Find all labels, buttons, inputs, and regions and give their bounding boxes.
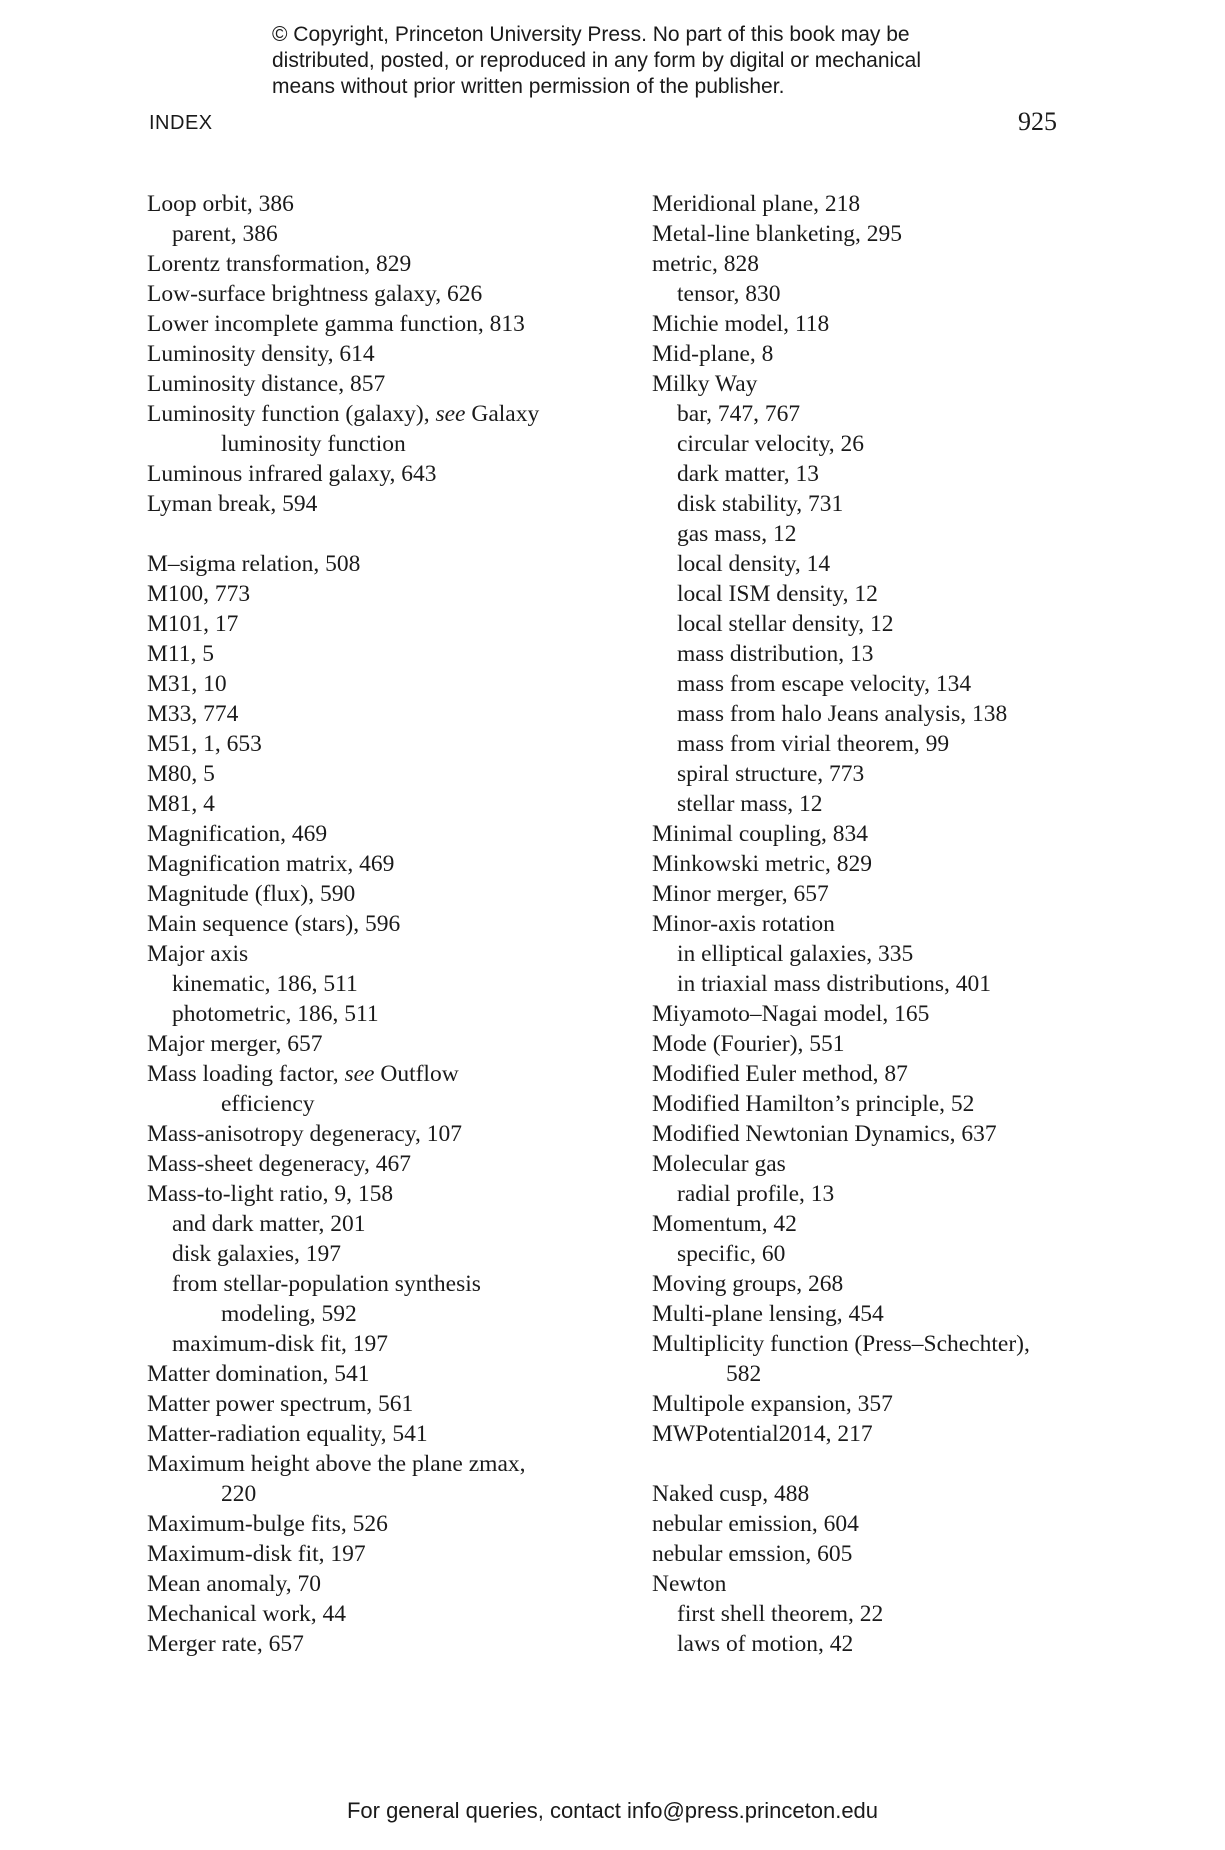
index-subentry (147, 1209, 597, 1239)
index-entry (652, 1269, 1102, 1299)
index-subentry (652, 1239, 1102, 1269)
index-entry (652, 819, 1102, 849)
entry-text: Lyman break, 594 (147, 491, 318, 517)
index-entry (147, 699, 597, 729)
entry-text: Mechanical work, 44 (147, 1601, 347, 1627)
index-entry (147, 1629, 597, 1659)
index-subentry (147, 1329, 597, 1359)
index-column-right (652, 189, 1102, 1659)
entry-text: in triaxial mass distributions, 401 (677, 971, 991, 997)
entry-text: in elliptical galaxies, 335 (677, 941, 914, 967)
index-entry (147, 1029, 597, 1059)
entry-text: nebular emission, 604 (652, 1511, 859, 1537)
section-gap (147, 519, 597, 549)
entry-text: Major axis (147, 941, 249, 967)
entry-text: Lower incomplete gamma function, 813 (147, 311, 525, 337)
index-entry (147, 1419, 597, 1449)
entry-text: Mass loading factor, (147, 1061, 345, 1087)
entry-text: M–sigma relation, 508 (147, 551, 361, 577)
index-entry (147, 939, 597, 969)
entry-text: circular velocity, 26 (677, 431, 865, 457)
entry-text: Minkowski metric, 829 (652, 851, 872, 877)
entry-text: Moving groups, 268 (652, 1271, 844, 1297)
entry-text: Modified Newtonian Dynamics, 637 (652, 1121, 997, 1147)
entry-text: Matter power spectrum, 561 (147, 1391, 414, 1417)
entry-text: efficiency (221, 1091, 315, 1117)
index-entry (652, 249, 1102, 279)
index-entry (147, 489, 597, 519)
index-entry (652, 1119, 1102, 1149)
entry-text: local density, 14 (677, 551, 831, 577)
entry-text: and dark matter, 201 (172, 1211, 366, 1237)
index-subentry (652, 939, 1102, 969)
index-entry (652, 1299, 1102, 1329)
index-subentry (652, 639, 1102, 669)
entry-text: luminosity function (221, 431, 406, 457)
entry-text: MWPotential2014, 217 (652, 1421, 873, 1447)
index-entry (652, 1509, 1102, 1539)
entry-text: mass from escape velocity, 134 (677, 671, 972, 697)
entry-text: Magnification, 469 (147, 821, 328, 847)
entry-text: M100, 773 (147, 581, 251, 607)
index-entry (147, 399, 597, 429)
index-entry (147, 249, 597, 279)
entry-text: M11, 5 (147, 641, 215, 667)
entry-text: from stellar-population synthesis (172, 1271, 481, 1297)
index-entry (147, 729, 597, 759)
index-subentry (652, 519, 1102, 549)
index-subentry (652, 549, 1102, 579)
index-entry (652, 1569, 1102, 1599)
index-entry (147, 1119, 597, 1149)
entry-text: Minor-axis rotation (652, 911, 835, 937)
running-head-section: INDEX (149, 112, 213, 134)
index-entry (652, 189, 1102, 219)
entry-text: Loop orbit, 386 (147, 191, 294, 217)
index-entry (652, 849, 1102, 879)
entry-text: stellar mass, 12 (677, 791, 823, 817)
entry-text: M33, 774 (147, 701, 239, 727)
entry-text: Luminosity density, 614 (147, 341, 375, 367)
index-entry (147, 1389, 597, 1419)
entry-text: kinematic, 186, 511 (172, 971, 358, 997)
index-subentry (652, 699, 1102, 729)
index-entry (147, 819, 597, 849)
entry-text: Mode (Fourier), 551 (652, 1031, 845, 1057)
copyright-line: distributed, posted, or reproduced in any form by digital or mechanical (272, 49, 922, 72)
index-entry (147, 609, 597, 639)
entry-text: Magnification matrix, 469 (147, 851, 395, 877)
index-entry (652, 1479, 1102, 1509)
entry-text: Mean anomaly, 70 (147, 1571, 322, 1597)
index-entry (147, 1359, 597, 1389)
index-subentry (652, 459, 1102, 489)
index-entry (147, 1449, 597, 1479)
copyright-line: means without prior written permission of the publisher. (272, 75, 785, 98)
entry-text: bar, 747, 767 (677, 401, 801, 427)
entry-text: Major merger, 657 (147, 1031, 323, 1057)
page-number: 925 (1018, 107, 1057, 136)
entry-text: Modified Hamilton’s principle, 52 (652, 1091, 975, 1117)
index-entry (652, 1029, 1102, 1059)
entry-text: disk stability, 731 (677, 491, 844, 517)
entry-text: gas mass, 12 (677, 521, 797, 547)
entry-text: Meridional plane, 218 (652, 191, 861, 217)
index-subentry (652, 279, 1102, 309)
entry-text: M101, 17 (147, 611, 239, 637)
index-subentry (652, 579, 1102, 609)
index-entry (652, 909, 1102, 939)
index-subentry (652, 399, 1102, 429)
entry-text: Matter domination, 541 (147, 1361, 370, 1387)
index-entry (147, 1509, 597, 1539)
index-entry (652, 1209, 1102, 1239)
entry-text: Multipole expansion, 357 (652, 1391, 893, 1417)
index-subentry (147, 999, 597, 1029)
entry-text: M81, 4 (147, 791, 215, 817)
copyright-line: © Copyright, Princeton University Press. No part of this book may be (272, 23, 910, 46)
see-target: Galaxy (465, 401, 540, 427)
entry-text: local stellar density, 12 (677, 611, 894, 637)
entry-text: photometric, 186, 511 (172, 1001, 379, 1027)
entry-text: Maximum height above the plane zmax, (147, 1451, 526, 1477)
entry-text: Low-surface brightness galaxy, 626 (147, 281, 483, 307)
entry-text: dark matter, 13 (677, 461, 819, 487)
index-column-left (147, 189, 597, 1659)
index-entry (147, 1539, 597, 1569)
entry-text: Luminosity distance, 857 (147, 371, 386, 397)
index-entry (147, 1059, 597, 1089)
entry-text: M31, 10 (147, 671, 227, 697)
index-entry (147, 879, 597, 909)
index-subentry (652, 759, 1102, 789)
footer-contact: For general queries, contact info@press.princeton.edu (346, 1798, 879, 1823)
entry-text: Milky Way (652, 371, 758, 397)
index-subentry (652, 489, 1102, 519)
entry-text: Newton (652, 1571, 727, 1597)
entry-text: Mass-anisotropy degeneracy, 107 (147, 1121, 462, 1147)
index-entry (652, 1149, 1102, 1179)
index-entry-continuation (147, 429, 597, 459)
entry-text: Lorentz transformation, 829 (147, 251, 412, 277)
index-subentry (652, 609, 1102, 639)
index-subentry (147, 1239, 597, 1269)
entry-text: Maximum-disk fit, 197 (147, 1541, 366, 1567)
index-entry (652, 1539, 1102, 1569)
entry-text: mass from virial theorem, 99 (677, 731, 950, 757)
index-entry (147, 189, 597, 219)
index-subentry (147, 969, 597, 999)
entry-text: spiral structure, 773 (677, 761, 865, 787)
see-reference: see (435, 401, 466, 427)
entry-text: Mid-plane, 8 (652, 341, 774, 367)
entry-text: Mass-to-light ratio, 9, 158 (147, 1181, 394, 1207)
entry-text: mass distribution, 13 (677, 641, 874, 667)
entry-text: Multiplicity function (Press–Schechter), (652, 1331, 1030, 1357)
entry-text: radial profile, 13 (677, 1181, 835, 1207)
entry-text: Molecular gas (652, 1151, 786, 1177)
index-entry (147, 849, 597, 879)
index-subentry (652, 789, 1102, 819)
entry-text: Michie model, 118 (652, 311, 830, 337)
index-entry (147, 279, 597, 309)
entry-text: Matter-radiation equality, 541 (147, 1421, 428, 1447)
index-entry-continuation (652, 1359, 1102, 1389)
entry-text: maximum-disk fit, 197 (172, 1331, 389, 1357)
entry-text: Momentum, 42 (652, 1211, 797, 1237)
index-entry (147, 1569, 597, 1599)
index-entry (147, 1599, 597, 1629)
index-entry (147, 579, 597, 609)
index-subentry (147, 219, 597, 249)
index-entry (147, 639, 597, 669)
index-subentry (652, 969, 1102, 999)
entry-text: local ISM density, 12 (677, 581, 878, 607)
entry-text: M80, 5 (147, 761, 215, 787)
entry-text: Naked cusp, 488 (652, 1481, 810, 1507)
index-subentry (652, 1179, 1102, 1209)
entry-text: Luminosity function (galaxy), (147, 401, 436, 427)
index-entry (652, 1059, 1102, 1089)
index-entry (652, 999, 1102, 1029)
index-entry (147, 339, 597, 369)
index-subentry (652, 729, 1102, 759)
index-entry (147, 369, 597, 399)
see-target: Outflow (374, 1061, 459, 1087)
index-subentry (652, 429, 1102, 459)
index-entry (147, 1179, 597, 1209)
index-entry (652, 1389, 1102, 1419)
entry-text: Maximum-bulge fits, 526 (147, 1511, 388, 1537)
entry-text: Minimal coupling, 834 (652, 821, 869, 847)
entry-text: parent, 386 (172, 221, 278, 247)
index-entry (652, 339, 1102, 369)
entry-text: Minor merger, 657 (652, 881, 829, 907)
entry-text: modeling, 592 (221, 1301, 357, 1327)
entry-text: M51, 1, 653 (147, 731, 262, 757)
entry-text: 220 (221, 1481, 257, 1507)
entry-text: Modified Euler method, 87 (652, 1061, 908, 1087)
index-entry (652, 879, 1102, 909)
index-subentry (147, 1269, 597, 1299)
index-entry-continuation (147, 1299, 597, 1329)
entry-text: first shell theorem, 22 (677, 1601, 884, 1627)
entry-text: Mass-sheet degeneracy, 467 (147, 1151, 412, 1177)
entry-text: Miyamoto–Nagai model, 165 (652, 1001, 930, 1027)
section-gap (652, 1449, 1102, 1479)
index-entry (147, 789, 597, 819)
index-entry (652, 1329, 1102, 1359)
index-entry-continuation (147, 1089, 597, 1119)
entry-text: metric, 828 (652, 251, 760, 277)
entry-text: Merger rate, 657 (147, 1631, 304, 1657)
index-entry (652, 219, 1102, 249)
entry-text: 582 (726, 1361, 762, 1387)
index-entry (147, 669, 597, 699)
index-subentry (652, 1599, 1102, 1629)
copyright-notice (272, 22, 992, 100)
index-entry (652, 309, 1102, 339)
entry-text: Multi-plane lensing, 454 (652, 1301, 884, 1327)
entry-text: Magnitude (flux), 590 (147, 881, 356, 907)
index-entry (147, 459, 597, 489)
entry-text: Main sequence (stars), 596 (147, 911, 401, 937)
index-entry-continuation (147, 1479, 597, 1509)
entry-text: Luminous infrared galaxy, 643 (147, 461, 437, 487)
index-entry (147, 309, 597, 339)
index-entry (147, 1149, 597, 1179)
see-reference: see (344, 1061, 375, 1087)
index-subentry (652, 1629, 1102, 1659)
index-entry (147, 549, 597, 579)
entry-text: mass from halo Jeans analysis, 138 (677, 701, 1008, 727)
entry-text: disk galaxies, 197 (172, 1241, 342, 1267)
index-entry (652, 1089, 1102, 1119)
index-entry (652, 1419, 1102, 1449)
index-subentry (652, 669, 1102, 699)
index-entry (147, 909, 597, 939)
entry-text: nebular emssion, 605 (652, 1541, 853, 1567)
entry-text: tensor, 830 (677, 281, 781, 307)
entry-text: laws of motion, 42 (677, 1631, 854, 1657)
index-entry (147, 759, 597, 789)
entry-text: Metal-line blanketing, 295 (652, 221, 902, 247)
entry-text: specific, 60 (677, 1241, 786, 1267)
index-entry (652, 369, 1102, 399)
